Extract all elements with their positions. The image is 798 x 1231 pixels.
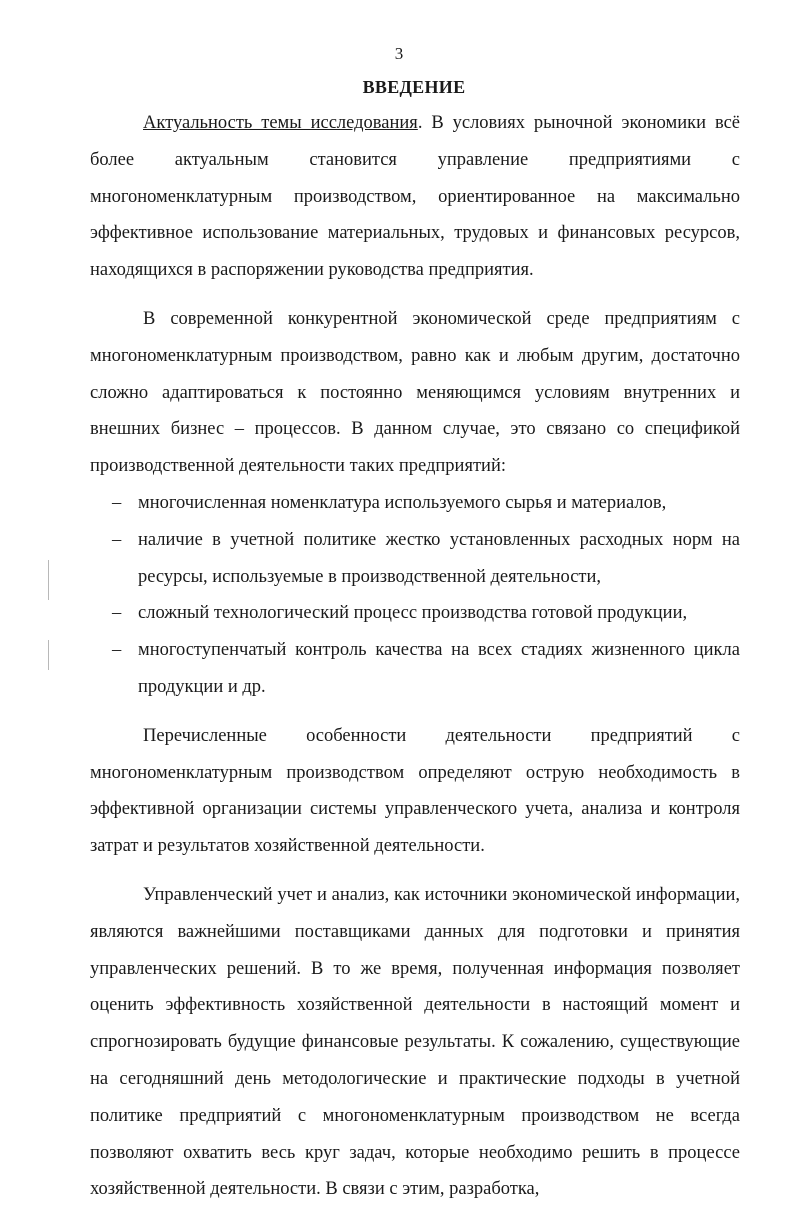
scan-margin-mark [48,560,49,600]
list-item [90,522,740,596]
list-item-text: наличие в учетной политике жестко установленных расходных норм на ресурсы, используемые в производственной деятельности, [138,529,740,587]
body-text [90,105,740,1208]
scan-margin-mark [48,640,49,670]
list-item [90,595,740,632]
paragraph-management-accounting: Управленческий учет и анализ, как источники экономической информации, являются важнейшими поставщиками данных для подготовки и принятия управленческих решений. В то же время, полученная информация позволяет оценить эффективность хозяйственной деятельности в настоящий момент и спрогнозировать будущие финансовые результаты. К сожалению, существующие на сегодняшний день методологические и практические подходы в учетной политике предприятий с многономенклатурным производством не всегда позволяют охватить весь круг задач, которые необходимо решить в процессе хозяйственной деятельности. В связи с этим, разработка, [90,884,740,1200]
dash-bullet: – [112,640,122,661]
list-item [90,485,740,522]
dash-bullet: – [112,603,122,624]
page-number: 3 [394,44,404,63]
paragraph-competition: В современной конкурентной экономической среде предприятиям с многономенклатурным производством, равно как и любым другим, достаточно сложно адаптироваться к постоянно меняющимся условиям внутренних и внешних бизнес – процессов. В данном случае, это связано со спецификой производственной деятельности таких предприятий: [90,308,740,477]
list-item-text: многочисленная номенклатура используемого сырья и материалов, [138,492,667,513]
paragraph-gap [90,865,740,877]
dash-bullet: – [112,492,122,513]
paragraph-features: Перечисленные особенности деятельности предприятий с многономенклатурным производством определяют острую необходимость в эффективной организации системы управленческого учета, анализа и контроля затрат и результатов хозяйственной деятельности. [90,725,740,857]
paragraph-gap [90,706,740,718]
list-item-text: многоступенчатый контроль качества на всех стадиях жизненного цикла продукции и др. [138,640,740,697]
relevance-text: . В условиях рыночной экономики всё более актуальным становится управление предприятиями с многономенклатурным производством, ориентированное на максимально эффективное использование материальных, трудовых и финансовых ресурсов, находящихся в распоряжении руководства предприятия. [90,113,741,281]
dash-bullet: – [112,529,122,550]
relevance-label: Актуальность темы исследования [143,113,418,133]
paragraph-relevance [90,105,740,289]
list-item-text: сложный технологический процесс производства готовой продукции, [138,603,688,624]
specifics-list [90,485,740,706]
section-heading: ВВЕДЕНИЕ [362,77,466,97]
paragraph-gap [90,289,740,301]
list-item [90,632,740,706]
